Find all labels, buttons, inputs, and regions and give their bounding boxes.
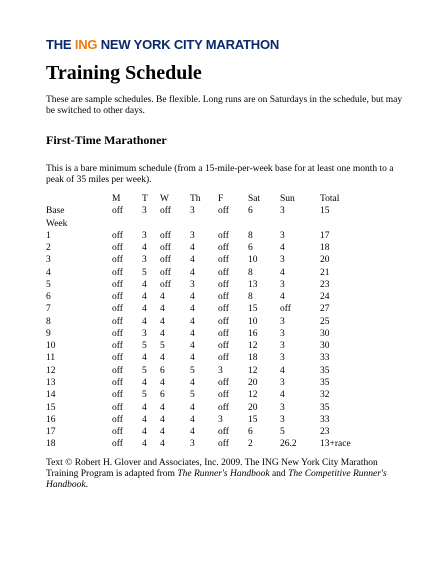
schedule-cell: 4	[190, 255, 195, 266]
schedule-cell: 4	[190, 427, 195, 438]
book-title-competitive-runners-handbook: The Competitive Runner's Handbook	[46, 469, 387, 490]
schedule-cell: 3	[280, 402, 285, 413]
schedule-cell: off	[112, 427, 123, 438]
schedule-cell: 16	[248, 328, 258, 339]
intro-paragraph: These are sample schedules. Be flexible. Long runs are on Saturdays in the schedule, but may be switched to other days.	[46, 95, 403, 116]
schedule-cell: off	[112, 328, 123, 339]
schedule-cell: off	[160, 206, 171, 217]
schedule-cell: Sun	[280, 194, 295, 204]
schedule-cell: 12	[248, 341, 258, 352]
schedule-cell: 3	[142, 206, 147, 217]
schedule-cell: 4	[190, 243, 195, 254]
schedule-cell: 33	[320, 414, 330, 425]
schedule-cell: 4	[142, 292, 147, 303]
schedule-cell: 8	[248, 292, 253, 303]
schedule-cell: 5	[190, 390, 195, 401]
schedule-cell: 35	[320, 377, 330, 388]
schedule-cell: 5	[280, 427, 285, 438]
schedule-cell: 4	[280, 365, 285, 376]
schedule-cell: off	[112, 243, 123, 254]
schedule-cell: 3	[218, 365, 223, 376]
row-label-cell: 11	[46, 353, 56, 364]
section-title: First-Time Marathoner	[46, 133, 167, 147]
schedule-cell: 3	[190, 230, 195, 241]
schedule-cell: 13	[248, 279, 258, 290]
schedule-cell: off	[112, 341, 123, 352]
schedule-cell: 4	[190, 304, 195, 315]
schedule-cell: 4	[190, 341, 195, 352]
schedule-cell: 4	[142, 377, 147, 388]
schedule-cell: 4	[160, 292, 165, 303]
schedule-cell: W	[160, 194, 169, 204]
schedule-cell: off	[218, 353, 229, 364]
row-label-cell: 18	[46, 439, 56, 450]
marathon-logo	[46, 37, 279, 52]
schedule-cell: off	[218, 206, 229, 217]
schedule-cell: 13+race	[320, 439, 351, 450]
schedule-cell: 12	[248, 390, 258, 401]
schedule-cell: off	[218, 341, 229, 352]
schedule-cell: off	[160, 279, 171, 290]
schedule-cell: 3	[280, 316, 285, 327]
schedule-cell: off	[218, 427, 229, 438]
schedule-cell: 6	[248, 427, 253, 438]
schedule-cell: 15	[320, 206, 330, 217]
schedule-cell: 4	[142, 243, 147, 254]
row-label-cell: 1	[46, 230, 51, 241]
row-label-cell: 7	[46, 304, 51, 315]
schedule-cell: off	[218, 439, 229, 450]
row-label-cell: Base	[46, 206, 65, 217]
schedule-cell: off	[112, 402, 123, 413]
schedule-cell: 4	[190, 267, 195, 278]
row-label-cell: 17	[46, 427, 56, 438]
schedule-cell: 5	[142, 341, 147, 352]
schedule-cell: off	[112, 439, 123, 450]
schedule-cell: 4	[142, 353, 147, 364]
schedule-cell: 5	[142, 390, 147, 401]
schedule-cell: 3	[280, 414, 285, 425]
row-label-cell: 10	[46, 341, 56, 352]
schedule-cell: off	[112, 304, 123, 315]
schedule-cell: off	[218, 316, 229, 327]
schedule-cell: 15	[248, 304, 258, 315]
schedule-cell: off	[112, 390, 123, 401]
schedule-cell: 35	[320, 365, 330, 376]
schedule-cell: off	[112, 377, 123, 388]
row-label-cell: 5	[46, 279, 51, 290]
schedule-cell: 3	[280, 230, 285, 241]
schedule-cell: 25	[320, 316, 330, 327]
schedule-cell: 21	[320, 267, 330, 278]
schedule-cell: 4	[142, 439, 147, 450]
credit-text: Text © Robert H. Glover and Associates, Inc. 2009. The ING New York City Marathon Training Program is adapted from	[46, 458, 378, 479]
schedule-cell: 20	[320, 255, 330, 266]
schedule-cell: 10	[248, 255, 258, 266]
schedule-cell: 4	[190, 328, 195, 339]
schedule-cell: 23	[320, 279, 330, 290]
schedule-cell: 18	[320, 243, 330, 254]
schedule-cell: Sat	[248, 194, 261, 204]
schedule-cell: 30	[320, 341, 330, 352]
schedule-cell: 32	[320, 390, 330, 401]
schedule-cell: off	[112, 279, 123, 290]
schedule-cell: 6	[160, 390, 165, 401]
schedule-cell: 3	[190, 206, 195, 217]
schedule-cell: 3	[190, 439, 195, 450]
schedule-cell: 6	[248, 206, 253, 217]
schedule-cell: 3	[280, 341, 285, 352]
schedule-cell: 17	[320, 230, 330, 241]
schedule-cell: F	[218, 194, 224, 204]
schedule-cell: 20	[248, 377, 258, 388]
schedule-cell: off	[160, 255, 171, 266]
schedule-cell: 33	[320, 353, 330, 364]
schedule-cell: 4	[190, 414, 195, 425]
schedule-cell: 30	[320, 328, 330, 339]
row-label-cell: 15	[46, 402, 56, 413]
schedule-cell: off	[112, 353, 123, 364]
schedule-cell: 4	[160, 414, 165, 425]
schedule-cell: 3	[280, 279, 285, 290]
schedule-cell: off	[160, 267, 171, 278]
schedule-cell: 3	[142, 230, 147, 241]
schedule-cell: 3	[142, 255, 147, 266]
schedule-cell: Th	[190, 194, 201, 204]
schedule-cell: off	[280, 304, 291, 315]
schedule-cell: 4	[160, 427, 165, 438]
schedule-cell: 5	[160, 341, 165, 352]
section-description: This is a bare minimum schedule (from a 15-mile-per-week base for at least one month to a peak of 35 miles per week).	[46, 164, 394, 185]
logo-suffix: NEW YORK CITY MARATHON	[97, 37, 280, 52]
schedule-cell: 2	[248, 439, 253, 450]
schedule-cell: Total	[320, 194, 340, 204]
schedule-cell: off	[218, 402, 229, 413]
row-label-cell: 6	[46, 292, 51, 303]
schedule-cell: off	[112, 365, 123, 376]
schedule-cell: 5	[142, 267, 147, 278]
schedule-cell: 3	[280, 328, 285, 339]
schedule-cell: off	[218, 304, 229, 315]
schedule-cell: off	[160, 243, 171, 254]
row-label-cell: 3	[46, 255, 51, 266]
schedule-cell: 4	[160, 304, 165, 315]
schedule-cell: 4	[142, 427, 147, 438]
row-label-cell: 9	[46, 328, 51, 339]
schedule-cell: 3	[280, 353, 285, 364]
schedule-cell: off	[160, 230, 171, 241]
schedule-cell: off	[112, 230, 123, 241]
schedule-cell: 4	[280, 292, 285, 303]
schedule-cell: 20	[248, 402, 258, 413]
schedule-cell: 3	[218, 414, 223, 425]
schedule-cell: off	[218, 267, 229, 278]
schedule-cell: off	[218, 292, 229, 303]
schedule-cell: off	[218, 377, 229, 388]
schedule-cell: 6	[160, 365, 165, 376]
schedule-cell: off	[112, 267, 123, 278]
logo-ing: ING	[74, 37, 98, 52]
schedule-cell: T	[142, 194, 148, 204]
schedule-cell: 4	[160, 328, 165, 339]
schedule-cell: 3	[280, 377, 285, 388]
schedule-cell: 5	[190, 365, 195, 376]
schedule-cell: 3	[190, 279, 195, 290]
schedule-cell: 4	[280, 267, 285, 278]
schedule-cell: M	[112, 194, 121, 204]
book-title-runners-handbook: The Runner's Handbook	[177, 469, 270, 479]
schedule-cell: off	[218, 328, 229, 339]
schedule-cell: 3	[142, 328, 147, 339]
schedule-cell: 4	[280, 243, 285, 254]
schedule-cell: 10	[248, 316, 258, 327]
schedule-cell: off	[112, 414, 123, 425]
schedule-cell: off	[218, 243, 229, 254]
schedule-cell: 8	[248, 230, 253, 241]
schedule-cell: 5	[142, 365, 147, 376]
schedule-cell: 4	[160, 439, 165, 450]
schedule-cell: off	[218, 279, 229, 290]
schedule-cell: 6	[248, 243, 253, 254]
schedule-cell: off	[112, 292, 123, 303]
schedule-cell: 12	[248, 365, 258, 376]
credit-conjunction: and	[269, 469, 289, 479]
schedule-cell: off	[218, 390, 229, 401]
schedule-cell: 4	[190, 316, 195, 327]
schedule-cell: 4	[142, 316, 147, 327]
row-label-cell: 14	[46, 390, 56, 401]
schedule-cell: 4	[190, 377, 195, 388]
schedule-cell: 4	[142, 402, 147, 413]
row-label-cell: 13	[46, 377, 56, 388]
week-label: Week	[46, 218, 68, 229]
schedule-cell: off	[112, 316, 123, 327]
schedule-cell: off	[112, 206, 123, 217]
row-label-cell: 8	[46, 316, 51, 327]
schedule-cell: 3	[280, 255, 285, 266]
schedule-cell: 8	[248, 267, 253, 278]
schedule-cell: 23	[320, 427, 330, 438]
schedule-cell: 35	[320, 402, 330, 413]
schedule-cell: 4	[190, 353, 195, 364]
credit-paragraph	[46, 458, 406, 491]
schedule-cell: 26.2	[280, 439, 297, 450]
logo-prefix: THE	[46, 37, 75, 52]
schedule-cell: 4	[142, 279, 147, 290]
schedule-cell: 4	[190, 402, 195, 413]
schedule-cell: 18	[248, 353, 258, 364]
schedule-cell: 24	[320, 292, 330, 303]
schedule-cell: off	[218, 255, 229, 266]
row-label-cell: 12	[46, 365, 56, 376]
credit-end: .	[85, 480, 88, 490]
schedule-cell: 15	[248, 414, 258, 425]
schedule-cell: 27	[320, 304, 330, 315]
schedule-cell: 4	[142, 304, 147, 315]
schedule-cell: 4	[160, 353, 165, 364]
row-label-cell: 16	[46, 414, 56, 425]
schedule-cell: 4	[280, 390, 285, 401]
schedule-cell: off	[218, 230, 229, 241]
schedule-cell: 4	[160, 316, 165, 327]
schedule-cell: 4	[160, 377, 165, 388]
schedule-cell: 3	[280, 206, 285, 217]
schedule-cell: 4	[160, 402, 165, 413]
schedule-cell: off	[112, 255, 123, 266]
page-title: Training Schedule	[46, 62, 202, 84]
schedule-cell: 4	[190, 292, 195, 303]
row-label-cell: 2	[46, 243, 51, 254]
schedule-cell: 4	[142, 414, 147, 425]
row-label-cell: 4	[46, 267, 51, 278]
